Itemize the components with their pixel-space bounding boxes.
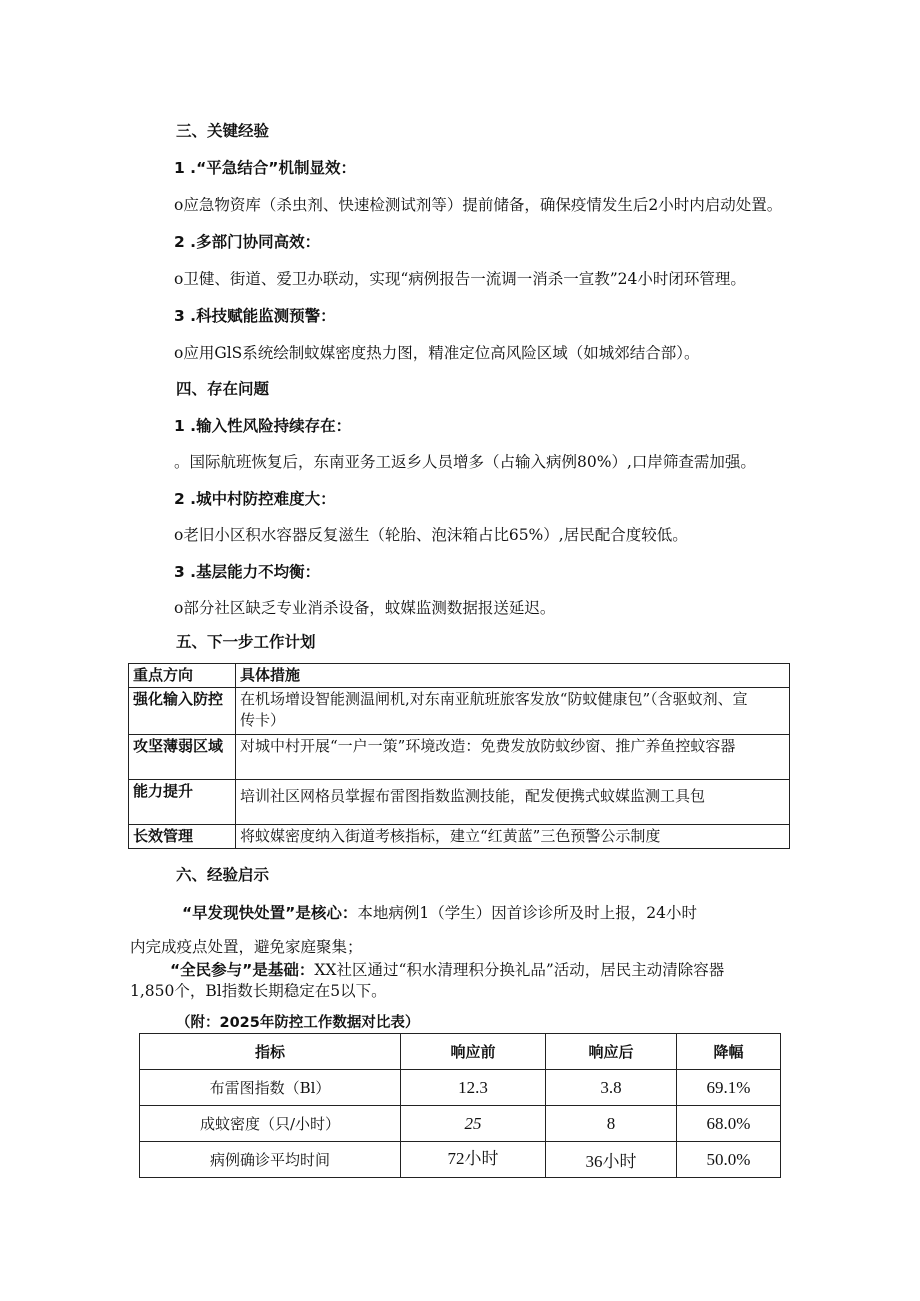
s4-item2-detail: o老旧小区积水容器反复滋生（轮胎、泡沫箱占比65%）,居民配合度较低。 [174, 526, 688, 544]
section-6-title: 六、经验启示 [176, 866, 270, 884]
row-direction: 长效管理 [129, 825, 236, 849]
cell-indicator: 病例确诊平均时间 [140, 1142, 401, 1178]
section-3-title: 三、关键经验 [176, 122, 270, 140]
header-before: 响应前 [401, 1034, 546, 1070]
row-measure: 对城中村开展“一户一策”环境改造：免费发放防蚊纱窗、推广养鱼控蚊容器 [236, 735, 790, 780]
comparison-table [139, 1033, 781, 1178]
row-measure-line1: 在机场增设智能测温闸机,对东南亚航班旅客发放“防蚊健康包”（含驱蚊剂、宣 [240, 690, 748, 708]
cell-drop: 50.0% [677, 1142, 781, 1178]
cell-indicator: 布雷图指数（Bl） [140, 1070, 401, 1106]
row-measure-line2: 传卡） [240, 711, 286, 729]
table-row [140, 1070, 781, 1106]
table-row [129, 688, 790, 735]
row-measure [236, 688, 790, 735]
s4-item3-heading: 3 .基层能力不均衡： [174, 563, 321, 581]
s3-item1-heading: 1 .“平急结合”机制显效： [174, 159, 356, 177]
table-header-row [140, 1034, 781, 1070]
s3-item1-detail: o应急物资库（杀虫剂、快速检测试剂等）提前储备，确保疫情发生后2小时内启动处置。 [174, 196, 783, 214]
row-measure: 将蚊媒密度纳入街道考核指标，建立“红黄蓝”三色预警公示制度 [236, 825, 790, 849]
s4-item1-heading: 1 .输入性风险持续存在： [174, 417, 352, 435]
table-row [140, 1142, 781, 1178]
s6-p2-lead: “全民参与”是基础： [170, 961, 315, 979]
s6-p1-text: 本地病例1（学生）因首诊诊所及时上报，24小时 [357, 904, 697, 922]
s6-p2-continuation: 1,850个，Bl指数长期稳定在5以下。 [130, 982, 387, 1000]
row-measure: 培训社区网格员掌握布雷图指数监测技能，配发便携式蚊媒监测工具包 [236, 780, 790, 825]
cell-drop: 69.1% [677, 1070, 781, 1106]
s6-paragraph-1 [182, 903, 697, 923]
table-header-row [129, 664, 790, 688]
row-direction: 能力提升 [129, 780, 236, 825]
row-direction: 强化输入防控 [129, 688, 236, 735]
s4-item1-detail: 。国际航班恢复后，东南亚务工返乡人员增多（占输入病例80%）,口岸筛查需加强。 [174, 453, 756, 471]
table-row [129, 735, 790, 780]
cell-before: 12.3 [401, 1070, 546, 1106]
s4-item2-heading: 2 .城中村防控难度大： [174, 490, 336, 508]
work-plan-table [128, 663, 790, 849]
cell-before: 72小时 [401, 1142, 546, 1178]
table-row [129, 780, 790, 825]
s4-item3-detail: o部分社区缺乏专业消杀设备，蚊媒监测数据报送延迟。 [174, 599, 556, 617]
table-row [129, 825, 790, 849]
header-after: 响应后 [546, 1034, 677, 1070]
appendix-caption: （附：2025年防控工作数据对比表） [176, 1015, 420, 1031]
s3-item2-heading: 2 .多部门协同高效： [174, 233, 321, 251]
section-5-title: 五、下一步工作计划 [176, 633, 316, 651]
s6-p2-text: XX社区通过“积水清理积分换礼品”活动，居民主动清除容器 [314, 961, 725, 979]
cell-after: 3.8 [546, 1070, 677, 1106]
s3-item3-detail: o应用GlS系统绘制蚊媒密度热力图，精准定位高风险区域（如城郊结合部）。 [174, 344, 700, 362]
header-drop: 降幅 [677, 1034, 781, 1070]
s6-p1-lead: “早发现快处置”是核心： [182, 904, 358, 922]
s6-p1-continuation: 内完成疫点处置，避免家庭聚集； [130, 938, 363, 956]
cell-after: 36小时 [546, 1142, 677, 1178]
cell-indicator: 成蚊密度（只/小时） [140, 1106, 401, 1142]
header-measures: 具体措施 [236, 664, 790, 688]
cell-drop: 68.0% [677, 1106, 781, 1142]
row-direction: 攻坚薄弱区域 [129, 735, 236, 780]
header-direction: 重点方向 [129, 664, 236, 688]
s3-item2-detail: o卫健、街道、爱卫办联动，实现“病例报告一流调一消杀一宣教”24小时闭环管理。 [174, 270, 746, 288]
header-indicator: 指标 [140, 1034, 401, 1070]
cell-before: 25 [401, 1106, 546, 1142]
cell-after: 8 [546, 1106, 677, 1142]
s6-paragraph-2 [170, 960, 724, 980]
section-4-title: 四、存在问题 [176, 380, 270, 398]
table-row [140, 1106, 781, 1142]
s3-item3-heading: 3 .科技赋能监测预警： [174, 307, 336, 325]
